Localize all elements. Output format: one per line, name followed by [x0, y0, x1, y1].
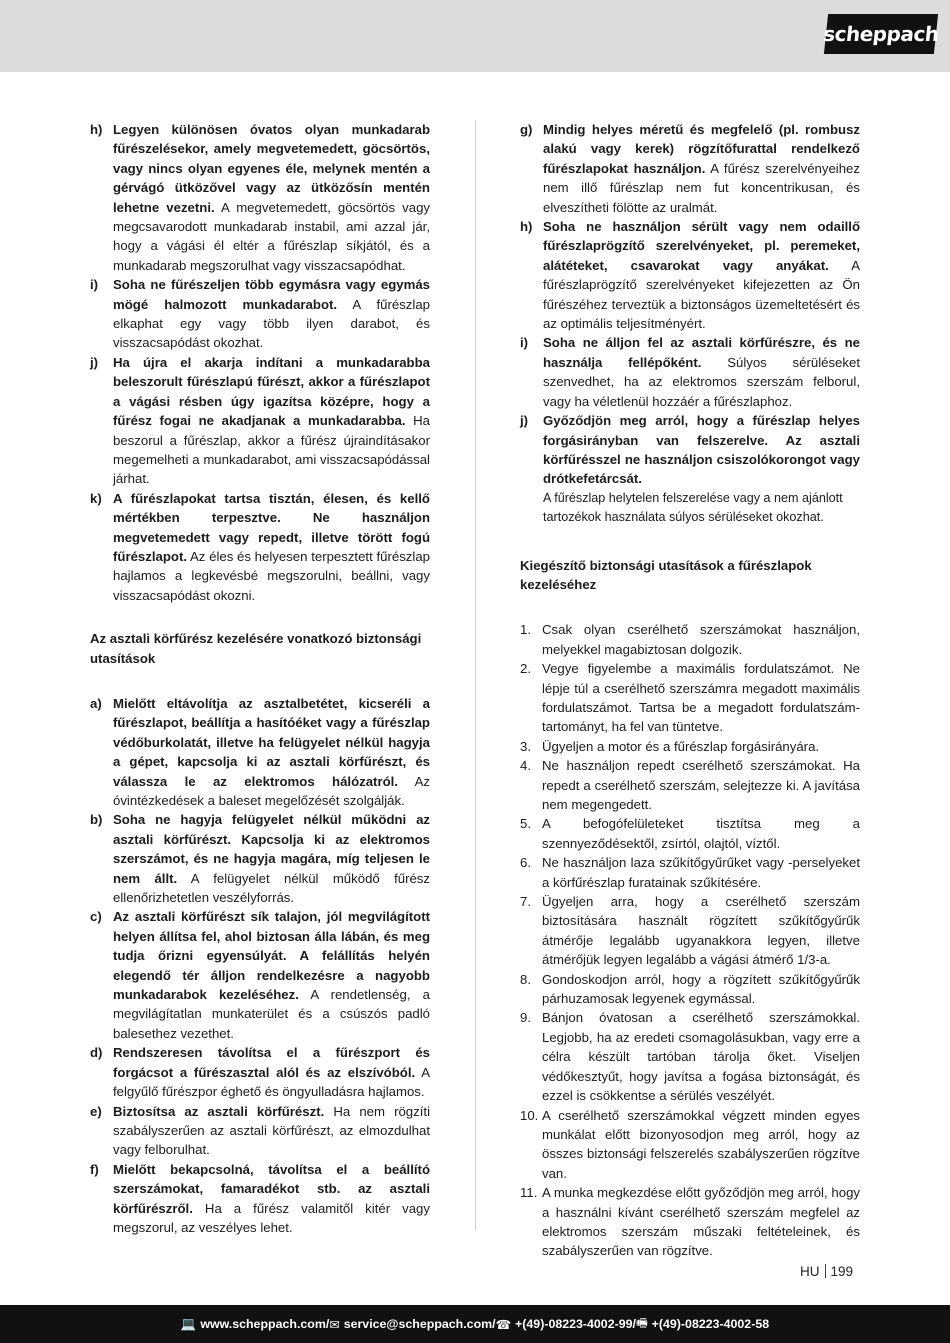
list-item	[90, 1160, 430, 1238]
numbered-item	[520, 1106, 860, 1184]
page-lang: HU	[800, 1264, 820, 1279]
numbered-item-label: 10.	[520, 1107, 539, 1123]
numbered-item	[520, 659, 860, 737]
item-label: j)	[520, 413, 529, 429]
item-text	[543, 120, 860, 217]
item-text	[113, 1102, 430, 1160]
footer-web[interactable]: www.scheppach.com	[200, 1317, 326, 1331]
item-label: k)	[90, 490, 102, 506]
numbered-item-label: 4.	[520, 758, 531, 774]
item-normal-text: Ha beszorul a fűrészlap, akkor a fűrész újraindításakor megemelheti a munkadarabot, ami visszacsapódással járhat.	[113, 413, 430, 487]
item-normal-text: A megvetemedett, göcsörtös vagy megcsavarodott munkadarab instabil, ami azzal jár, hogy a vágási él eltér a fűrészlap síkjától, és a munkadarab megszorulhat vagy visszacsapódhat.	[113, 199, 430, 273]
section-heading-table-saw: Az asztali körfűrész kezelésére vonatkozó biztonsági utasítások	[90, 631, 422, 666]
numbered-item-label: 11.	[520, 1185, 538, 1201]
list-item	[520, 411, 860, 489]
column-divider	[475, 120, 476, 1230]
footer-sep: /	[325, 1317, 330, 1331]
numbered-item	[520, 970, 860, 1009]
item-normal-text: A felügyelet nélkül működő fűrész ellenőrizhetetlen veszélyforrás.	[113, 870, 430, 906]
numbered-item-text: Ügyeljen a motor és a fűrészlap forgásirányára.	[542, 738, 820, 754]
numbered-item-label: 5.	[520, 816, 531, 832]
numbered-item	[520, 756, 860, 814]
item-bold-text: Az asztali körfűrészt sík talajon, jól megvilágított helyen állítsa fel, ahol biztosan álla lábán, és meg tudja őrizni egyensúlyát. A felállítás helyén elegendő tér álljon rendelkezésre a nagyobb munkadarabok kezeléséhez.	[113, 909, 430, 1003]
item-bold-text: Soha ne használjon sérült vagy nem odaillő fűrészlaprögzítő szerelvényeket, pl. peremeket, alátéteket, csavarokat vagy anyákat.	[543, 219, 860, 273]
numbered-item	[520, 1183, 860, 1261]
fax-icon: 🖷	[635, 1315, 648, 1330]
item-bold-text: Soha ne álljon fel az asztali körfűrészre, és ne használja fellépőként.	[543, 335, 860, 370]
left-list-2	[90, 694, 430, 1237]
item-text	[113, 1043, 430, 1101]
laptop-icon: 💻	[180, 1316, 197, 1331]
item-bold-text: Legyen különösen óvatos olyan munkadarab fűrészelésekor, amely megvetemedett, göcsörtös, vagy nincs olyan egyenes éle, melynek mentén a gérvágó ütközővel vagy az ütközősín mentén lehetne vezetni.	[113, 122, 430, 215]
item-label: h)	[520, 219, 533, 235]
numbered-item	[520, 814, 860, 853]
item-normal-text: Ha nem rögzíti szabályszerűen az asztali körfűrészt, az elmozdulhat vagy felborulhat.	[113, 1103, 430, 1158]
right-column	[520, 120, 860, 1261]
list-item	[90, 1043, 430, 1101]
numbered-item	[520, 1008, 860, 1105]
section-heading-blades: Kiegészítő biztonsági utasítások a fűrészlapok kezeléséhez	[520, 557, 812, 592]
numbered-list	[520, 620, 860, 1260]
list-item	[90, 694, 430, 810]
right-list-1	[520, 120, 860, 489]
item-bold-text: A fűrészlapokat tartsa tisztán, élesen, és kellő mértékben terpesztve. Ne használjon megvetemedett vagy repedt, illetve törött fogú fűrészlapot.	[113, 490, 430, 564]
numbered-item-label: 1.	[520, 622, 531, 638]
page-number	[800, 1264, 853, 1279]
item-bold-text: Mielőtt eltávolítja az asztalbetétet, kicseréli a fűrészlapot, beállítja a hasítóéket vagy a fűrészlap védőburkolatát, illetve ha felügyelet nélkül hagyja a gépet, kapcsolja ki az asztali körfűrészt, és válassza le az elektromos hálózatról.	[113, 695, 430, 789]
item-text	[543, 411, 860, 489]
item-text	[113, 489, 430, 605]
item-label: i)	[520, 335, 529, 351]
list-item	[90, 353, 430, 489]
numbered-item-text: Ne használjon repedt cserélhető szerszámokat. Ha repedt a cserélhető szerszám, selejtezze ki. A javítása nem megengedett.	[542, 758, 860, 812]
item-bold-text: Mindig helyes méretű és megfelelő (pl. rombusz alakú vagy kerek) rögzítőfurattal rendelkező fűrészlapokat használjon.	[543, 122, 860, 176]
footer-sep: /	[492, 1317, 496, 1331]
header-bar	[0, 0, 950, 72]
numbered-item-text: Gondoskodjon arról, hogy a rögzített szűkítőgyűrűk párhuzamosak legyenek egymással.	[542, 971, 860, 1007]
list-item	[520, 217, 860, 333]
note-text: A fűrészlap helytelen felszerelése vagy a nem ajánlott tartozékok használata súlyos sérüléseket okozhat.	[543, 490, 843, 525]
footer-bar	[0, 1305, 950, 1343]
list-item	[90, 907, 430, 1043]
list-item	[90, 489, 430, 605]
item-bold-text: Győződjön meg arról, hogy a fűrészlap helyes forgásirányban van felszerelve. Az asztali körfűrésszel ne használjon csiszolókorongot vagy drótkefetárcsát.	[543, 413, 860, 487]
item-text	[113, 694, 430, 810]
item-label: h)	[90, 122, 103, 137]
item-normal-text: Súlyos sérüléseket szenvedhet, ha az elektromos szerszám felborul, vagy ha véletlenül hozzáér a fűrészlaphoz.	[543, 354, 860, 409]
item-bold-text: Biztosítsa az asztali körfűrészt.	[113, 1103, 325, 1119]
item-text	[113, 275, 430, 353]
left-column	[90, 120, 430, 1237]
item-normal-text: A fűrészlap elkaphat egy vagy több ilyen darabot, és visszacsapódást okozhat.	[113, 296, 430, 351]
phone-icon: ☎	[495, 1317, 512, 1332]
numbered-item-label: 3.	[520, 738, 531, 754]
item-label: b)	[90, 812, 103, 828]
numbered-item	[520, 737, 860, 756]
numbered-item-text: Vegye figyelembe a maximális fordulatszámot. Ne lépje túl a cserélhető szerszámra megadott maximális fordulatszámot. Tartsa be a megadott fordulatszám-tartományt, ha fel van tüntetve.	[542, 661, 860, 735]
item-text	[113, 353, 430, 489]
item-label: i)	[90, 277, 99, 293]
numbered-item-label: 2.	[520, 661, 531, 677]
item-bold-text: Rendszeresen távolítsa el a fűrészport és forgácsot a fűrészasztal alól és az elszívóból.	[113, 1045, 430, 1080]
list-item	[520, 120, 860, 217]
list-item	[520, 333, 860, 411]
numbered-item-text: A befogófelületeket tisztítsa meg a szennyeződésektől, zsírtól, olajtól, víztől.	[542, 816, 860, 851]
item-label: a)	[90, 695, 102, 711]
item-normal-text: Az óvintézkedések a baleset megelőzését szolgálják.	[113, 773, 430, 808]
list-item	[90, 120, 430, 275]
item-text	[113, 120, 430, 275]
item-label: f)	[90, 1161, 99, 1177]
item-bold-text: Mielőtt bekapcsolná, távolítsa el a beállító szerszámokat, famaradékot stb. az asztali körfűrészről.	[113, 1161, 430, 1216]
left-list-1	[90, 120, 430, 605]
numbered-item	[520, 853, 860, 892]
numbered-item-label: 9.	[520, 1010, 531, 1026]
footer-mail[interactable]: service@scheppach.com	[343, 1317, 493, 1331]
item-text	[543, 333, 860, 411]
item-bold-text: Soha ne hagyja felügyelet nélkül működni az asztali körfűrészt. Kapcsolja ki az elektromos szerszámot, és ne hagyja magára, míg teljesen le nem állt.	[113, 812, 430, 886]
list-item	[90, 275, 430, 353]
footer-phone: +(49)-08223-4002-99	[515, 1317, 633, 1331]
item-normal-text: A fűrész szerelvényeihez nem illő fűrészlap nem fut koncentrikusan, és elveszítheti fölötte az uralmát.	[543, 160, 860, 215]
item-bold-text: Soha ne fűrészeljen több egymásra vagy egymás mögé halmozott munkadarabot.	[113, 277, 430, 312]
item-label: j)	[90, 354, 99, 370]
item-text	[543, 217, 860, 333]
item-normal-text: Ha a fűrész valamitől kitér vagy megszorul, az veszélyes lehet.	[113, 1200, 430, 1235]
numbered-item-text: A cserélhető szerszámokkal végzett minden egyes munkálat előtt bizonyosodjon meg arról, hogy az összes biztonsági felszerelés szabályszerűen rögzítve van.	[542, 1107, 860, 1181]
item-label: d)	[90, 1045, 103, 1061]
list-item	[90, 810, 430, 907]
numbered-item-text: A munka megkezdése előtt győződjön meg arról, hogy a használni kívánt cserélhető szerszám megfelel az elektromos szerszám műszaki feltételeinek, és szabályszerűen van rögzítve.	[542, 1185, 860, 1259]
numbered-item-text: Ügyeljen arra, hogy a cserélhető szerszám biztosítására használt rögzített szűkítőgyűrűk átmérője legalább ugyanakkora legyen, illetve átmérőjük legyen legalább a vágási átmérő 1/3-a.	[542, 894, 860, 968]
numbered-item-label: 7.	[520, 894, 531, 910]
item-normal-text: A rendetlenség, a megvilágítatlan munkaterület és a csúszós padló balesethez vezethet.	[113, 987, 430, 1041]
list-item	[90, 1102, 430, 1160]
item-text	[113, 907, 430, 1043]
item-text	[113, 810, 430, 907]
mail-icon: ✉	[329, 1317, 340, 1332]
page-number-value: 199	[830, 1264, 854, 1279]
numbered-item-label: 6.	[520, 855, 531, 871]
scheppach-logo: scheppach	[824, 14, 938, 54]
item-normal-text: A felgyűlő fűrészpor éghető és öngyulladásra hajlamos.	[113, 1064, 430, 1100]
numbered-item-text: Csak olyan cserélhető szerszámokat használjon, melyekkel magabiztosan dolgozik.	[542, 622, 860, 657]
numbered-item-text: Ne használjon laza szűkítőgyűrűket vagy -perselyeket a körfűrészlap furatainak szűkítésére.	[542, 855, 860, 890]
item-normal-text: A fűrészlaprögzítő szerelvényeket kifejezetten az Ön fűrészéhez terveztük a biztonságos üzemeltetésért és az optimális teljesítményért.	[543, 257, 860, 332]
footer-fax: +(49)-08223-4002-58	[651, 1317, 770, 1331]
item-normal-text: Az éles és helyesen terpesztett fűrészlap hajlamos a legkevésbé megszorulni, beállni, vagy visszacsapódást okozni.	[113, 548, 430, 603]
footer-sep: /	[632, 1317, 636, 1331]
numbered-item-label: 8.	[520, 971, 531, 987]
item-label: c)	[90, 909, 102, 925]
item-bold-text: Ha újra el akarja indítani a munkadarabba beleszorult fűrészlapú fűrészt, akkor a fűrészlapot a vágási résben úgy igazítsa középre, hogy a fűrész fogai ne akadjanak a munkadarabba.	[113, 354, 430, 429]
item-label: e)	[90, 1103, 102, 1119]
item-label: g)	[520, 122, 533, 137]
numbered-item	[520, 892, 860, 970]
numbered-item-text: Bánjon óvatosan a cserélhető szerszámokkal. Legjobb, ha az eredeti csomagolásukban, vagy erre a célra készült tartóban tárolja őket. Viseljen védőkesztyűt, hogy javítsa a fogása biztonságát, és ezzel is csökkentse a sérülés veszélyét.	[542, 1010, 860, 1104]
note-item	[520, 489, 860, 528]
numbered-item	[520, 620, 860, 659]
item-text	[113, 1160, 430, 1238]
